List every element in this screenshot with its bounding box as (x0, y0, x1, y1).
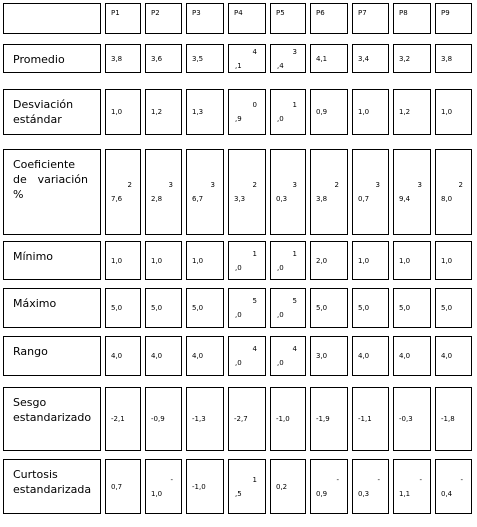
value-superscript: - (419, 476, 422, 484)
row-label-line: Máximo (13, 297, 57, 310)
value-superscript: 4 (252, 48, 257, 56)
value-cell (435, 149, 472, 235)
value-cell (435, 336, 472, 376)
value-cell (145, 336, 182, 376)
value-superscript: 3 (168, 181, 173, 189)
value-superscript: 1 (292, 250, 297, 258)
value: ,0 (277, 264, 284, 272)
value-cell (105, 149, 141, 235)
value-cell (270, 241, 306, 280)
value: 5,0 (111, 304, 123, 312)
value: ,0 (277, 359, 284, 367)
value-cell (352, 44, 389, 73)
value: 4,0 (111, 352, 123, 360)
row-label-line: Curtosis (13, 468, 58, 481)
value: ,0 (235, 311, 242, 319)
value: 0,7 (111, 483, 123, 491)
value-superscript: 1 (252, 250, 257, 258)
value: 3,3 (234, 195, 246, 203)
value-cell (270, 44, 306, 73)
row-label-cell (3, 459, 101, 514)
row-label (13, 52, 65, 67)
value-cell (105, 336, 141, 376)
row-label-cell (3, 288, 101, 328)
value-cell (186, 387, 224, 451)
value-cell (310, 44, 348, 73)
column-header: P9 (441, 9, 450, 17)
value-cell (105, 89, 141, 135)
value: 5,0 (399, 304, 411, 312)
value: -1,3 (192, 415, 206, 423)
row-label-cell (3, 387, 101, 451)
value-cell (435, 288, 472, 328)
value-cell (393, 149, 431, 235)
row-label-line: Mínimo (13, 250, 54, 263)
value: 1,0 (441, 257, 453, 265)
row-label (13, 395, 91, 425)
value: 1,0 (192, 257, 204, 265)
value: 4,0 (399, 352, 411, 360)
value: 3,8 (441, 55, 453, 63)
value-cell (228, 241, 266, 280)
value: 2,8 (151, 195, 163, 203)
row-label-line: Coeficiente (13, 158, 76, 171)
value-cell (186, 459, 224, 514)
value-cell (435, 241, 472, 280)
column-header: P6 (316, 9, 325, 17)
value: 4,0 (151, 352, 163, 360)
value: ,5 (235, 490, 242, 498)
column-header: P4 (234, 9, 243, 17)
value-cell (145, 241, 182, 280)
value-cell (270, 288, 306, 328)
column-header: P3 (192, 9, 201, 17)
value-cell (270, 459, 306, 514)
value-cell (352, 459, 389, 514)
value-cell (186, 44, 224, 73)
value: 1,2 (399, 108, 411, 116)
value-cell (310, 149, 348, 235)
value-cell (145, 89, 182, 135)
value: -1,9 (316, 415, 330, 423)
value-superscript: 4 (292, 345, 297, 353)
value: ,4 (277, 62, 284, 70)
value: 1,0 (441, 108, 453, 116)
value: 0,9 (316, 108, 328, 116)
value-cell (145, 44, 182, 73)
value: -1,8 (441, 415, 455, 423)
header-cell (435, 3, 472, 34)
header-cell (105, 3, 141, 34)
value: 1,0 (151, 257, 163, 265)
value-superscript: - (377, 476, 380, 484)
row-label-line (13, 172, 88, 187)
row-label-line: estandarizado (13, 411, 92, 424)
value: 3,2 (399, 55, 411, 63)
value-cell (228, 459, 266, 514)
value: 5,0 (316, 304, 328, 312)
value: 2,0 (316, 257, 328, 265)
value-cell (352, 241, 389, 280)
value-cell (228, 387, 266, 451)
value-cell (310, 89, 348, 135)
value-cell (393, 89, 431, 135)
value-cell (310, 387, 348, 451)
value: 1,2 (151, 108, 163, 116)
value: ,0 (277, 115, 284, 123)
value-cell (228, 336, 266, 376)
value-superscript: 0 (252, 101, 257, 109)
value-cell (270, 387, 306, 451)
column-header: P5 (276, 9, 285, 17)
value-superscript: 3 (292, 48, 297, 56)
value-cell (270, 89, 306, 135)
value-cell (393, 459, 431, 514)
header-cell (393, 3, 431, 34)
value-superscript: 5 (252, 297, 257, 305)
value-cell (352, 288, 389, 328)
value-cell (105, 387, 141, 451)
header-cell (228, 3, 266, 34)
value-cell (105, 44, 141, 73)
column-header: P1 (111, 9, 120, 17)
value-cell (228, 89, 266, 135)
value-cell (310, 241, 348, 280)
value-cell (393, 336, 431, 376)
value-superscript: 3 (210, 181, 215, 189)
value-cell (105, 288, 141, 328)
row-label-cell (3, 336, 101, 376)
value: 3,5 (192, 55, 204, 63)
value: 6,7 (192, 195, 204, 203)
value-cell (270, 149, 306, 235)
value-cell (228, 149, 266, 235)
value: 0,4 (441, 490, 453, 498)
row-label-line: Sesgo (13, 396, 47, 409)
header-cell (352, 3, 389, 34)
value: ,1 (235, 62, 242, 70)
value-cell (228, 288, 266, 328)
value: -0,3 (399, 415, 413, 423)
value: 1,0 (358, 108, 370, 116)
value: 1,1 (399, 490, 411, 498)
row-label-line: Desviación (13, 98, 74, 111)
value: -1,0 (192, 483, 206, 491)
value-superscript: 1 (252, 476, 257, 484)
value-superscript: - (336, 476, 339, 484)
value-cell (145, 387, 182, 451)
value-cell (352, 89, 389, 135)
value-cell (105, 459, 141, 514)
value: 1,0 (151, 490, 163, 498)
column-header: P7 (358, 9, 367, 17)
row-label-word: de (13, 173, 27, 186)
value-cell (186, 241, 224, 280)
row-label-cell (3, 44, 101, 73)
value: 4,1 (316, 55, 328, 63)
header-cell (310, 3, 348, 34)
value: 1,0 (399, 257, 411, 265)
value: 0,3 (358, 490, 370, 498)
value-cell (105, 241, 141, 280)
row-label-line: % (13, 188, 24, 201)
row-label (13, 296, 56, 311)
value: 4,0 (441, 352, 453, 360)
header-cell (145, 3, 182, 34)
value: ,0 (235, 264, 242, 272)
header-cell (186, 3, 224, 34)
value: -2,1 (111, 415, 125, 423)
value-cell (435, 459, 472, 514)
value-superscript: - (170, 476, 173, 484)
value-cell (228, 44, 266, 73)
row-label (13, 97, 73, 127)
value-cell (145, 459, 182, 514)
value: 0,2 (276, 483, 288, 491)
value-superscript: 2 (458, 181, 463, 189)
value: 0,7 (358, 195, 370, 203)
row-label-cell (3, 149, 101, 235)
value-cell (352, 149, 389, 235)
column-header: P2 (151, 9, 160, 17)
value: -1,1 (358, 415, 372, 423)
value-superscript: 3 (417, 181, 422, 189)
value: 4,0 (192, 352, 204, 360)
value: 3,8 (316, 195, 328, 203)
value-cell (270, 336, 306, 376)
value-cell (310, 288, 348, 328)
value-superscript: 1 (292, 101, 297, 109)
value: 4,0 (358, 352, 370, 360)
value-cell (145, 288, 182, 328)
value: 0,3 (276, 195, 288, 203)
value: 9,4 (399, 195, 411, 203)
value: 1,0 (111, 108, 123, 116)
value-superscript: 2 (334, 181, 339, 189)
value-cell (393, 387, 431, 451)
row-label-line: estándar (13, 113, 62, 126)
value: 3,6 (151, 55, 163, 63)
value-superscript: 2 (127, 181, 132, 189)
value-cell (186, 149, 224, 235)
value: 1,3 (192, 108, 204, 116)
value-cell (352, 336, 389, 376)
value: 3,0 (316, 352, 328, 360)
value: 5,0 (192, 304, 204, 312)
value: 3,4 (358, 55, 370, 63)
value: 5,0 (151, 304, 163, 312)
value-cell (145, 149, 182, 235)
value-cell (310, 459, 348, 514)
header-corner-cell (3, 3, 101, 34)
row-label-line: estandarizada (13, 483, 92, 496)
value: -2,7 (234, 415, 248, 423)
value: 1,0 (358, 257, 370, 265)
value-cell (186, 336, 224, 376)
value: 0,9 (316, 490, 328, 498)
row-label-cell (3, 89, 101, 135)
header-cell (270, 3, 306, 34)
value-cell (393, 288, 431, 328)
row-label-word: variación (37, 173, 88, 186)
value: ,0 (277, 311, 284, 319)
value-superscript: - (460, 476, 463, 484)
value: 3,8 (111, 55, 123, 63)
value-cell (393, 44, 431, 73)
row-label-cell (3, 241, 101, 280)
value-superscript: 2 (252, 181, 257, 189)
value-cell (435, 44, 472, 73)
value-superscript: 4 (252, 345, 257, 353)
value-cell (435, 89, 472, 135)
row-label-line: Promedio (13, 53, 65, 66)
value-superscript: 3 (292, 181, 297, 189)
column-header: P8 (399, 9, 408, 17)
value: -1,0 (276, 415, 290, 423)
value-cell (393, 241, 431, 280)
row-label (13, 467, 91, 497)
value-cell (352, 387, 389, 451)
value-superscript: 3 (375, 181, 380, 189)
value: 1,0 (111, 257, 123, 265)
value: ,9 (235, 115, 242, 123)
value: -0,9 (151, 415, 165, 423)
value: 5,0 (441, 304, 453, 312)
value-cell (310, 336, 348, 376)
value: 8,0 (441, 195, 453, 203)
row-label (13, 344, 48, 359)
value-cell (435, 387, 472, 451)
value: 7,6 (111, 195, 123, 203)
value-cell (186, 288, 224, 328)
row-label (13, 249, 53, 264)
value-superscript: 5 (292, 297, 297, 305)
value-cell (186, 89, 224, 135)
row-label-line: Rango (13, 345, 48, 358)
value: ,0 (235, 359, 242, 367)
value: 5,0 (358, 304, 370, 312)
row-label (13, 157, 88, 202)
